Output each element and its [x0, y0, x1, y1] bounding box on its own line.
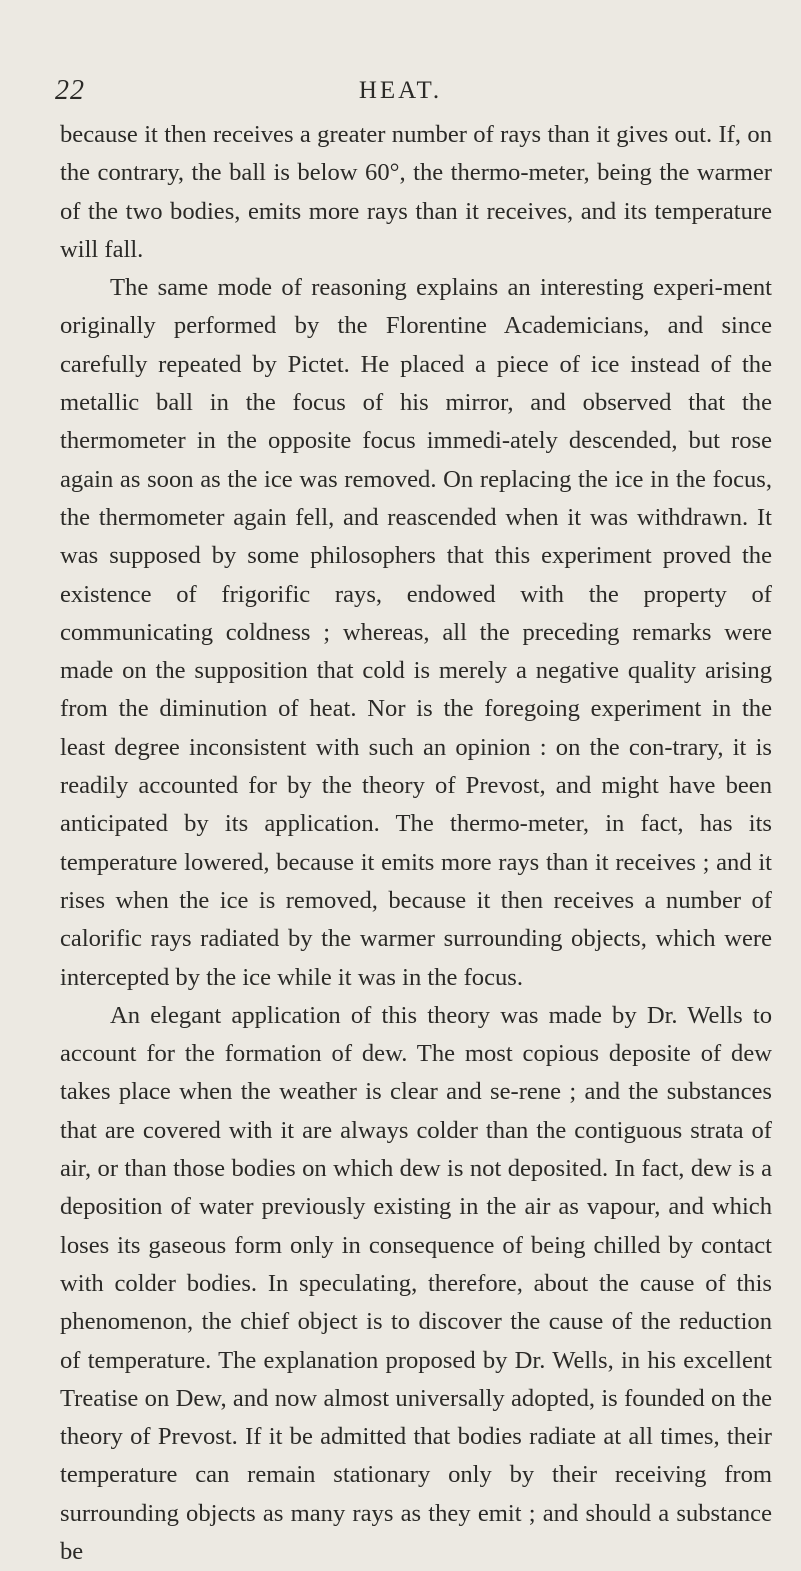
paragraph-florentine-experiment: The same mode of reasoning explains an interesting experi-ment originally performed by the Florentine Academicians, and since carefully repeated by Pictet. He placed a piece of ice instead of the metallic ball in the focus of his mirror, and observed that the thermometer in the opposite focus immedi-ately descended, but rose again as soon as the ice was removed. On replacing the ice in the focus, the thermometer again fell, and reascended when it was withdrawn. It was supposed by some philosophers that this experiment proved the existence of frigorific rays, endowed with the property of communicating coldness ; whereas, all the preceding remarks were made on the supposition that cold is merely a negative quality arising from the diminution of heat. Nor is the foregoing experiment in the least degree inconsistent with such an opinion : on the con-trary, it is readily accounted for by the theory of Prevost, and might have been anticipated by its application. The thermo-meter, in fact, has its temperature lowered, because it emits more rays than it receives ; and it rises when the ice is removed, because it then receives a number of calorific rays radiated by the warmer surrounding objects, which were intercepted by the ice while it was in the focus.: [60, 274, 772, 991]
running-head: [0, 75, 801, 107]
body-text: [60, 116, 772, 1571]
paragraph-dew-theory: An elegant application of this theory was made by Dr. Wells to account for the formation of dew. The most copious deposite of dew takes place when the weather is clear and se-rene ; and the substances that are covered with it are always colder than the contiguous strata of air, or than those bodies on which dew is not deposited. In fact, dew is a deposition of water previously existing in the air as vapour, and which loses its gaseous form only in consequence of being chilled by contact with colder bodies. In speculating, therefore, about the cause of this phenomenon, the chief object is to discover the cause of the reduction of temperature. The explanation proposed by Dr. Wells, in his excellent Treatise on Dew, and now almost universally adopted, is founded on the theory of Prevost. If it be admitted that bodies radiate at all times, their temperature can remain stationary only by their receiving from surrounding objects as many rays as they emit ; and should a substance be: [60, 1001, 772, 1565]
running-title: HEAT.: [358, 77, 443, 104]
paragraph-continued: because it then receives a greater number of rays than it gives out. If, on the contrary, the ball is below 60°, the thermo-meter, being the warmer of the two bodies, emits more rays than it receives, and its temperature will fall.: [60, 121, 772, 263]
page-number: 22: [55, 75, 85, 106]
